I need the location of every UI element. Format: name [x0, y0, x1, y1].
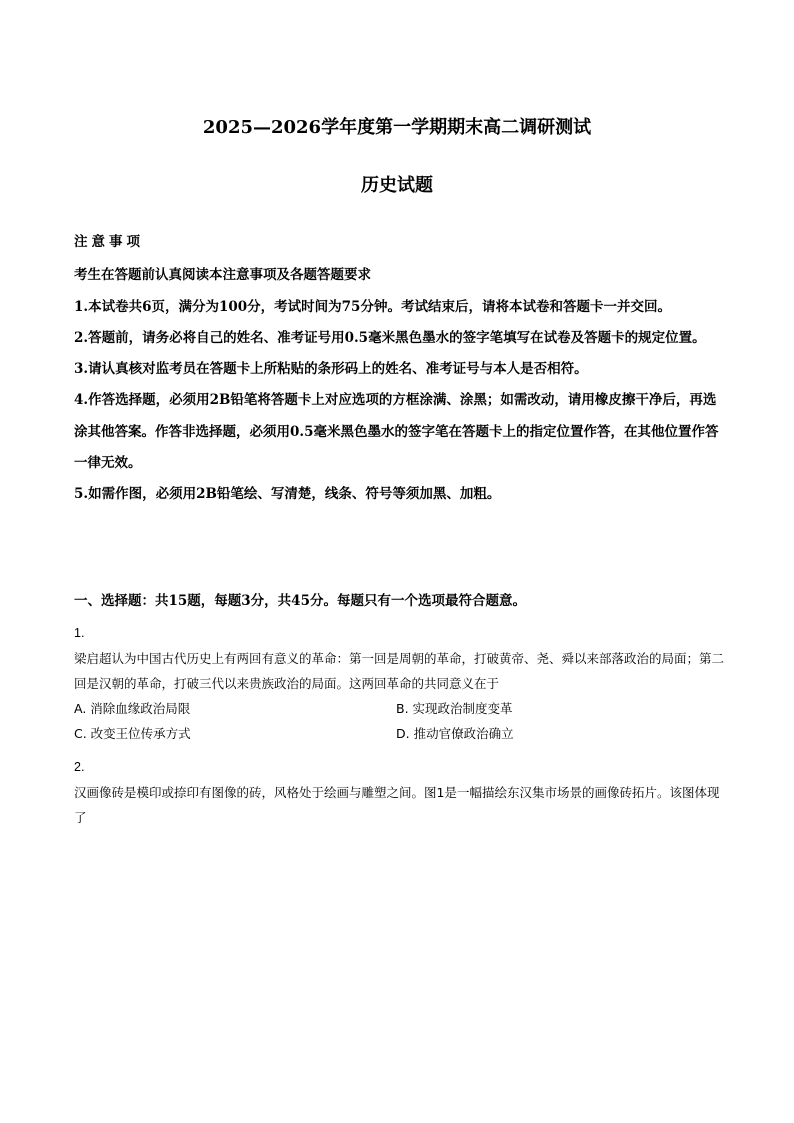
question-1 [74, 621, 724, 746]
question-2 [74, 755, 724, 830]
notes-item: 3.请认真核对监考员在答题卡上所粘贴的条形码上的姓名、准考证号与本人是否相符。 [74, 361, 588, 378]
option-b[interactable]: B. 实现政治制度变革 [396, 701, 513, 716]
option-a[interactable]: A. 消除血缘政治局限 [74, 701, 191, 716]
question-stem: 梁启超认为中国古代历史上有两回有意义的革命：第一回是周朝的革命，打破黄帝、尧、舜以来部落政治的局面；第二回是汉朝的革命，打破三代以来贵族政治的局面。这两回革命的共同意义在于 [74, 651, 725, 691]
exam-subject: 历史试题 [361, 175, 433, 196]
question-stem: 汉画像砖是模印或捺印有图像的砖，风格处于绘画与雕塑之间。图1是一幅描绘东汉集市场景的画像砖拓片。该图体现了 [74, 785, 720, 825]
notes-item: 1.本试卷共6页，满分为100分，考试时间为75分钟。考试结束后，请将本试卷和答题卡一并交回。 [74, 298, 671, 315]
question-number: 2. [74, 760, 85, 774]
exam-title: 2025—2026学年度第一学期期末高二调研测试 [202, 117, 592, 138]
question-number: 1. [74, 626, 85, 640]
option-d[interactable]: D. 推动官僚政治确立 [396, 726, 514, 741]
notes-item: 5.如需作图，必须用2B铅笔绘、写清楚，线条、符号等须加黑、加粗。 [74, 486, 501, 503]
notes-heading: 注意事项 [74, 234, 144, 250]
notes-block [74, 229, 724, 511]
notes-intro: 考生在答题前认真阅读本注意事项及各题答题要求 [74, 267, 371, 284]
section-heading: 一、选择题：共15题，每题3分，共45分。每题只有一个选项最符合题意。 [74, 593, 526, 609]
notes-item: 4.作答选择题，必须用2B铅笔将答题卡上对应选项的方框涂满、涂黑；如需改动，请用橡皮擦干净后，再选涂其他答案。作答非选择题，必须用0.5毫米黑色墨水的签字笔在答题卡上的指定位置作答，在其他位置作答一律无效。 [74, 392, 719, 472]
question-options [74, 696, 724, 746]
notes-item: 2.答题前，请务必将自己的姓名、准考证号用0.5毫米黑色墨水的签字笔填写在试卷及答题卡的规定位置。 [74, 329, 706, 346]
option-c[interactable]: C. 改变王位传承方式 [74, 726, 191, 741]
